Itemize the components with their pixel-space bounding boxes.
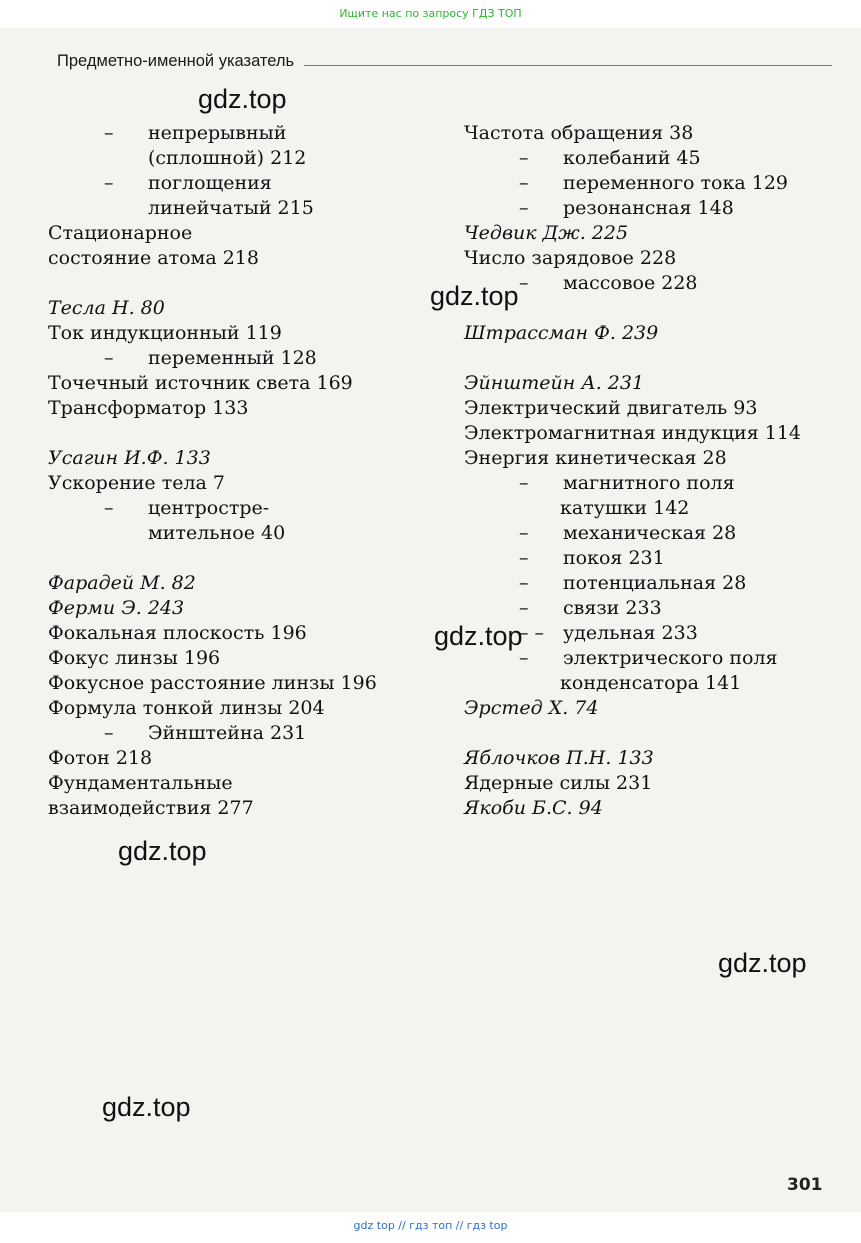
watermark: gdz.top bbox=[434, 621, 523, 651]
index-entry-person: Яблочков П.Н. 133 bbox=[464, 747, 654, 769]
index-entry: Стационарное bbox=[48, 222, 193, 244]
subentry-dash: – bbox=[519, 597, 529, 619]
header-title: Предметно-именной указатель bbox=[57, 52, 295, 70]
index-gap bbox=[48, 421, 428, 446]
subentry-dash: – bbox=[519, 472, 529, 494]
index-entry-person: Усагин И.Ф. 133 bbox=[48, 447, 211, 469]
watermark: gdz.top bbox=[430, 281, 519, 311]
subentry-text: поглощения bbox=[148, 172, 272, 194]
index-gap bbox=[48, 546, 428, 571]
subentry-dash: – bbox=[519, 522, 529, 544]
subentry-dash: – bbox=[519, 272, 529, 294]
index-subentry bbox=[464, 571, 844, 596]
index-column-right bbox=[464, 121, 844, 821]
header-rule bbox=[304, 65, 832, 66]
subentry-text: механическая 28 bbox=[563, 522, 737, 544]
index-column-left bbox=[48, 121, 428, 821]
index-subentry bbox=[48, 346, 428, 371]
index-continuation: (сплошной) 212 bbox=[148, 147, 307, 169]
subentry-text: покоя 231 bbox=[563, 547, 665, 569]
index-subentry bbox=[464, 546, 844, 571]
subentry-text: Эйнштейна 231 bbox=[148, 722, 307, 744]
subentry-dash: – bbox=[519, 572, 529, 594]
subentry-dash: – bbox=[104, 347, 114, 369]
index-entry-person: Тесла Н. 80 bbox=[48, 297, 165, 319]
index-entry-person: Эйнштейн А. 231 bbox=[464, 372, 645, 394]
subentry-dash: – bbox=[519, 172, 529, 194]
subentry-text: удельная 233 bbox=[563, 622, 698, 644]
subentry-dash: – bbox=[519, 547, 529, 569]
index-entry: Частота обращения 38 bbox=[464, 122, 694, 144]
index-entry-person: Эрстед Х. 74 bbox=[464, 697, 599, 719]
subentry-dash: – bbox=[104, 172, 114, 194]
index-entry: состояние атома 218 bbox=[48, 247, 259, 269]
index-subentry bbox=[464, 471, 844, 496]
index-entry: Фотон 218 bbox=[48, 747, 153, 769]
index-subentry bbox=[48, 496, 428, 521]
subentry-dash: – – bbox=[519, 622, 545, 644]
subentry-text: массовое 228 bbox=[563, 272, 698, 294]
index-entry-person: Якоби Б.С. 94 bbox=[464, 797, 603, 819]
index-subentry bbox=[464, 596, 844, 621]
watermark: gdz.top bbox=[118, 836, 207, 866]
page-number: 301 bbox=[787, 1175, 823, 1195]
index-subentry bbox=[464, 196, 844, 221]
watermark: gdz.top bbox=[718, 948, 807, 978]
index-subentry bbox=[48, 171, 428, 196]
index-entry: Электромагнитная индукция 114 bbox=[464, 422, 802, 444]
index-entry-person: Чедвик Дж. 225 bbox=[464, 222, 629, 244]
index-entry-person: Штрассман Ф. 239 bbox=[464, 322, 659, 344]
index-entry: Фокусное расстояние линзы 196 bbox=[48, 672, 377, 694]
index-gap bbox=[48, 271, 428, 296]
index-gap bbox=[464, 721, 844, 746]
index-entry: Фокальная плоскость 196 bbox=[48, 622, 307, 644]
subentry-text: переменного тока 129 bbox=[563, 172, 788, 194]
index-subentry bbox=[464, 146, 844, 171]
index-entry: Энергия кинетическая 28 bbox=[464, 447, 727, 469]
subentry-dash: – bbox=[519, 647, 529, 669]
index-subentry bbox=[464, 171, 844, 196]
index-subentry bbox=[464, 521, 844, 546]
index-gap bbox=[464, 296, 844, 321]
subentry-text: потенциальная 28 bbox=[563, 572, 747, 594]
subentry-dash: – bbox=[519, 147, 529, 169]
index-gap bbox=[464, 346, 844, 371]
watermark: gdz.top bbox=[102, 1092, 191, 1122]
index-entry: Точечный источник света 169 bbox=[48, 372, 353, 394]
subentry-dash: – bbox=[519, 197, 529, 219]
subentry-text: резонансная 148 bbox=[563, 197, 734, 219]
index-entry: Трансформатор 133 bbox=[48, 397, 249, 419]
index-entry: Электрический двигатель 93 bbox=[464, 397, 758, 419]
running-header bbox=[57, 46, 832, 72]
index-subentry bbox=[48, 721, 428, 746]
index-subentry bbox=[48, 121, 428, 146]
index-entry-person: Фарадей М. 82 bbox=[48, 572, 196, 594]
subentry-text: колебаний 45 bbox=[563, 147, 701, 169]
index-subentry bbox=[464, 271, 844, 296]
index-entry: Ток индукционный 119 bbox=[48, 322, 282, 344]
index-continuation: катушки 142 bbox=[560, 497, 690, 519]
subentry-dash: – bbox=[104, 122, 114, 144]
subentry-text: магнитного поля bbox=[563, 472, 735, 494]
watermark: gdz.top bbox=[198, 84, 287, 114]
index-entry: Фундаментальные bbox=[48, 772, 233, 794]
index-continuation: линейчатый 215 bbox=[148, 197, 314, 219]
index-entry-person: Ферми Э. 243 bbox=[48, 597, 185, 619]
index-entry: Ядерные силы 231 bbox=[464, 772, 653, 794]
top-banner[interactable]: Ищите нас по запросу ГДЗ ТОП bbox=[0, 0, 861, 28]
subentry-dash: – bbox=[104, 722, 114, 744]
index-entry: Число зарядовое 228 bbox=[464, 247, 677, 269]
subentry-text: электрического поля bbox=[563, 647, 778, 669]
subentry-text: непрерывный bbox=[148, 122, 287, 144]
index-continuation: мительное 40 bbox=[148, 522, 286, 544]
subentry-text: переменный 128 bbox=[148, 347, 317, 369]
subentry-text: связи 233 bbox=[563, 597, 662, 619]
index-entry: взаимодействия 277 bbox=[48, 797, 254, 819]
subentry-dash: – bbox=[104, 497, 114, 519]
index-continuation: конденсатора 141 bbox=[560, 672, 742, 694]
index-entry: Ускорение тела 7 bbox=[48, 472, 225, 494]
bottom-banner[interactable]: gdz top // гдз топ // гдз top bbox=[0, 1212, 861, 1243]
subentry-text: центростре- bbox=[148, 497, 270, 519]
index-entry: Фокус линзы 196 bbox=[48, 647, 221, 669]
index-entry: Формула тонкой линзы 204 bbox=[48, 697, 325, 719]
